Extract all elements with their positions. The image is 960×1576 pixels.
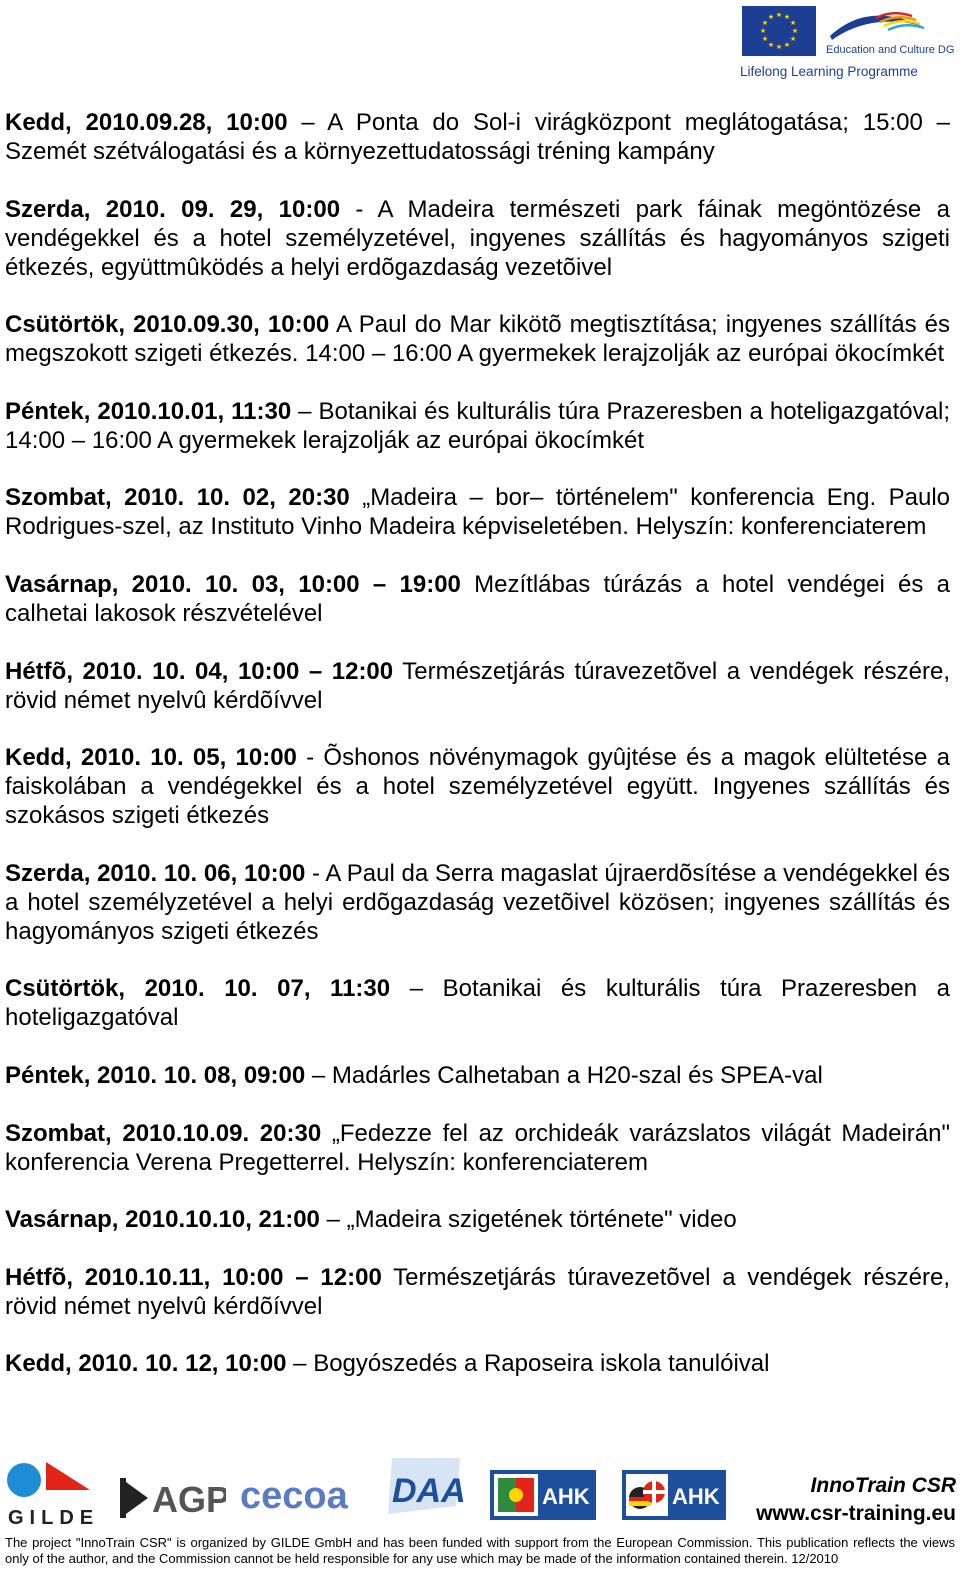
entry-datetime: Kedd, 2010.09.28, 10:00	[5, 109, 288, 136]
entry-description: Mezítlábas túrázás a hotel vendégei és a calhetai lakosok részvételével	[5, 570, 950, 627]
gilde-logo	[6, 1456, 96, 1528]
entry-datetime: Kedd, 2010. 10. 12, 10:00	[5, 1350, 287, 1378]
entry-description: „Fedezze fel az orchideák varázslatos világát Madeirán" konferencia Verena Pregetterrel. Helyszín: konferenciaterem	[5, 1119, 950, 1176]
schedule-entry	[5, 1349, 950, 1378]
schedule-entry	[5, 570, 950, 628]
education-culture-swoosh-icon	[826, 6, 926, 46]
agp-logo	[118, 1472, 226, 1522]
entry-description: A Paul do Mar kikötõ megtisztítása; ingyenes szállítás és megszokott szigeti étkezés. 14:00 – 16:00 A gyermekek lerajzolják az európai ökocímkét	[5, 311, 950, 368]
entry-description: „Madeira – bor– történelem" konferencia Eng. Paulo Rodrigues-szel, az Instituto Vinho Madeira képviseletében. Helyszín: konferenciaterem	[5, 484, 951, 541]
entry-description: – „Madeira szigetének története" video	[319, 1206, 737, 1234]
innotrain-url[interactable]: www.csr-training.eu	[756, 1502, 956, 1525]
schedule-entry	[5, 657, 950, 715]
entry-description: - A Paul da Serra magaslat újraerdõsítése a vendégekkel és a hotel személyzetével a helyi erdõgazdaság vezetõivel közösen; ingyenes szállítás és hagyományos szigeti étkezés	[5, 859, 950, 945]
entry-description: - Õshonos növénymagok gyûjtése és a magok elültetése a faiskolában a vendégekkel és a hotel személyzetével együtt. Ingyenes szállítás és szokásos szigeti étkezés	[5, 744, 950, 830]
entry-datetime: Csütörtök, 2010.09.30, 10:00	[5, 311, 330, 339]
innotrain-brand	[756, 1472, 956, 1528]
cecoa-logo	[240, 1476, 366, 1516]
programme-label: Lifelong Learning Programme	[740, 64, 918, 79]
entry-datetime: Vasárnap, 2010.10.10, 21:00	[5, 1206, 320, 1234]
svg-text:★: ★	[783, 41, 791, 49]
entry-datetime: Péntek, 2010. 10. 08, 09:00	[5, 1061, 306, 1089]
daa-logo-text: DAA	[392, 1472, 466, 1510]
schedule-entry	[5, 108, 950, 166]
ahk-logo-text: AHK	[672, 1484, 720, 1509]
schedule-list	[5, 108, 950, 1407]
eu-dg-label: Education and Culture DG	[826, 44, 955, 56]
daa-logo	[386, 1454, 466, 1518]
entry-datetime: Hétfõ, 2010. 10. 04, 10:00 – 12:00	[5, 657, 394, 685]
schedule-entry	[5, 1061, 950, 1090]
entry-datetime: Szombat, 2010. 10. 02, 20:30	[5, 484, 350, 512]
entry-datetime: Szerda, 2010. 09. 29, 10:00	[5, 195, 341, 223]
entry-description: – A Ponta do Sol-i virágközpont meglátogatása; 15:00 – Szemét szétválogatási és a környezettudatossági tréning kampány	[5, 109, 951, 165]
schedule-entry	[5, 397, 950, 455]
ahk-uk-logo	[622, 1470, 726, 1520]
svg-text:★: ★	[775, 11, 783, 19]
entry-datetime: Péntek, 2010.10.01, 11:30	[5, 397, 292, 425]
entry-datetime: Vasárnap, 2010. 10. 03, 10:00 – 19:00	[5, 570, 461, 598]
svg-text:★: ★	[783, 13, 791, 21]
entry-datetime: Hétfõ, 2010.10.11, 10:00 – 12:00	[5, 1263, 382, 1291]
entry-description: Természetjárás túravezetõvel a vendégek részére, rövid német nyelvû kérdõívvel	[5, 1263, 950, 1320]
entry-description: – Botanikai és kulturális túra Prazeresben a hoteligazgatóval; 14:00 – 16:00 A gyermekek lerajzolják az európai ökocímkét	[5, 397, 950, 454]
schedule-entry	[5, 1263, 950, 1321]
svg-text:★: ★	[791, 27, 799, 35]
eu-lifelong-learning-logo	[740, 4, 955, 86]
entry-datetime: Szombat, 2010.10.09. 20:30	[5, 1119, 322, 1147]
schedule-entry	[5, 1205, 950, 1234]
svg-text:★: ★	[789, 19, 797, 27]
agp-logo-text: AGP	[152, 1479, 226, 1520]
entry-description: - A Madeira természeti park fáinak megöntözése a vendégekkel és a hotel személyzetével, ingyenes szállítás és hagyományos szigeti étkezés, együttmûködés a helyi erdõgazdaság vezetõivel	[5, 195, 950, 281]
entry-description: – Madárles Calhetaban a H20-szal és SPEA-val	[305, 1061, 823, 1089]
schedule-entry	[5, 483, 950, 541]
innotrain-title: InnoTrain CSR	[810, 1474, 956, 1497]
schedule-entry	[5, 195, 950, 282]
entry-datetime: Szerda, 2010. 10. 06, 10:00	[5, 859, 306, 887]
svg-text:★: ★	[761, 35, 769, 43]
schedule-entry	[5, 974, 950, 1032]
partner-logos	[0, 1450, 960, 1534]
footer-disclaimer: The project "InnoTrain CSR" is organized by GILDE GmbH and has been funded with support from the European Commission. This publication reflects the views only of the author, and the Commission cannot be held responsible for any use which may be made of the information contained therein. 12/2010	[5, 1535, 955, 1566]
svg-text:★: ★	[759, 27, 767, 35]
schedule-entry	[5, 310, 950, 368]
svg-text:★: ★	[761, 19, 769, 27]
entry-description: – Botanikai és kulturális túra Prazeresben a hoteligazgatóval	[5, 975, 951, 1032]
ahk-portugal-logo	[490, 1470, 596, 1520]
svg-text:★: ★	[767, 13, 775, 21]
svg-text:★: ★	[767, 41, 775, 49]
cecoa-logo-text: cecoa	[240, 1476, 348, 1516]
schedule-entry	[5, 1119, 950, 1177]
entry-description: Természetjárás túravezetõvel a vendégek részére, rövid német nyelvû kérdõívvel	[5, 657, 950, 714]
eu-flag-icon	[742, 6, 816, 56]
svg-text:★: ★	[789, 35, 797, 43]
ahk-logo-text: AHK	[542, 1484, 590, 1509]
entry-datetime: Csütörtök, 2010. 10. 07, 11:30	[5, 975, 391, 1003]
schedule-entry	[5, 859, 950, 946]
schedule-entry	[5, 743, 950, 830]
svg-text:★: ★	[775, 43, 783, 51]
entry-description: – Bogyószedés a Raposeira iskola tanulóival	[286, 1350, 770, 1378]
gilde-logo-text: GILDE	[8, 1507, 96, 1528]
entry-datetime: Kedd, 2010. 10. 05, 10:00	[5, 744, 297, 772]
